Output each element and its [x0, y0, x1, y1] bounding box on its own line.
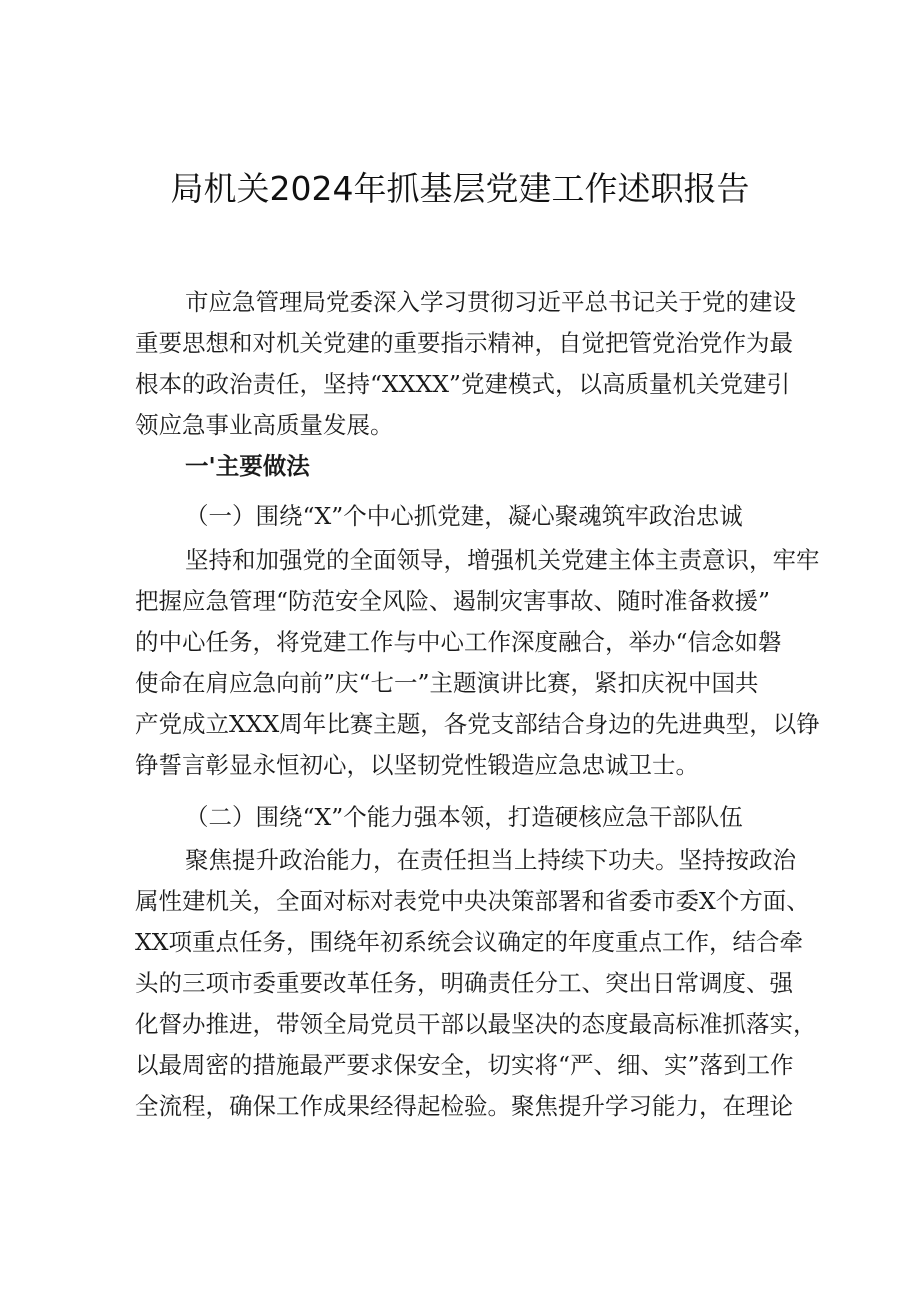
paragraph-line: 铮誓言彰显永恒初心，以坚韧党性锻造应急忠诚卫士。: [135, 751, 699, 779]
paragraph-line: 聚焦提升政治能力，在责任担当上持续下功夫。坚持按政治: [185, 846, 796, 874]
intro-line: 领应急事业高质量发展。: [135, 411, 394, 439]
section-heading: 一'主要做法: [185, 452, 310, 480]
subsection-2-heading: （二）围绕“X”个能力强本领，打造硬核应急干部队伍: [185, 803, 743, 831]
subsection-1: [135, 496, 795, 537]
paragraph-line: 的中心任务，将党建工作与中心工作深度融合，举办“信念如磐: [135, 628, 782, 656]
paragraph-line: 化督办推进，带领全局党员干部以最坚决的态度最高标准抓落实，: [135, 1010, 817, 1038]
intro-line: 根本的政治责任，坚持“XXXX”党建模式，以高质量机关党建引: [135, 370, 790, 398]
document-title: 局机关2024年抓基层党建工作述职报告: [170, 169, 750, 208]
intro-line: 重要思想和对机关党建的重要指示精神，自觉把管党治党作为最: [135, 329, 793, 357]
subsection-1-heading: （一）围绕“X”个中心抓党建，凝心聚魂筑牢政治忠诚: [185, 502, 743, 530]
paragraph-line: 把握应急管理“防范安全风险、遏制灾害事故、随时准备救援”: [135, 587, 771, 615]
paragraph-line: 使命在肩应急向前”庆“七一”主题演讲比赛，紧扣庆祝中国共: [135, 669, 759, 697]
paragraph-line: 头的三项市委重要改革任务，明确责任分工、突出日常调度、强: [135, 969, 793, 997]
subsection-2-paragraph: [135, 840, 817, 1127]
paragraph-line: 全流程，确保工作成果经得起检验。聚焦提升学习能力，在理论: [135, 1092, 793, 1120]
intro-paragraph: [135, 282, 795, 446]
paragraph-line: 坚持和加强党的全面领导，增强机关党建主体主责意识，牢牢: [185, 546, 820, 574]
paragraph-line: 属性建机关，全面对标对表党中央决策部署和省委市委X个方面、: [135, 887, 810, 915]
intro-line: 市应急管理局党委深入学习贯彻习近平总书记关于党的建设: [185, 288, 796, 316]
subsection-1-paragraph: [135, 540, 820, 786]
subsection-2: [135, 797, 795, 838]
paragraph-line: 以最周密的措施最严要求保安全，切实将“严、细、实”落到工作: [135, 1051, 794, 1079]
section-heading-block: [135, 446, 795, 487]
paragraph-line: 产党成立XXX周年比赛主题，各党支部结合身边的先进典型，以铮: [135, 710, 820, 738]
paragraph-line: XX项重点任务，围绕年初系统会议确定的年度重点工作，结合牵: [135, 928, 803, 956]
